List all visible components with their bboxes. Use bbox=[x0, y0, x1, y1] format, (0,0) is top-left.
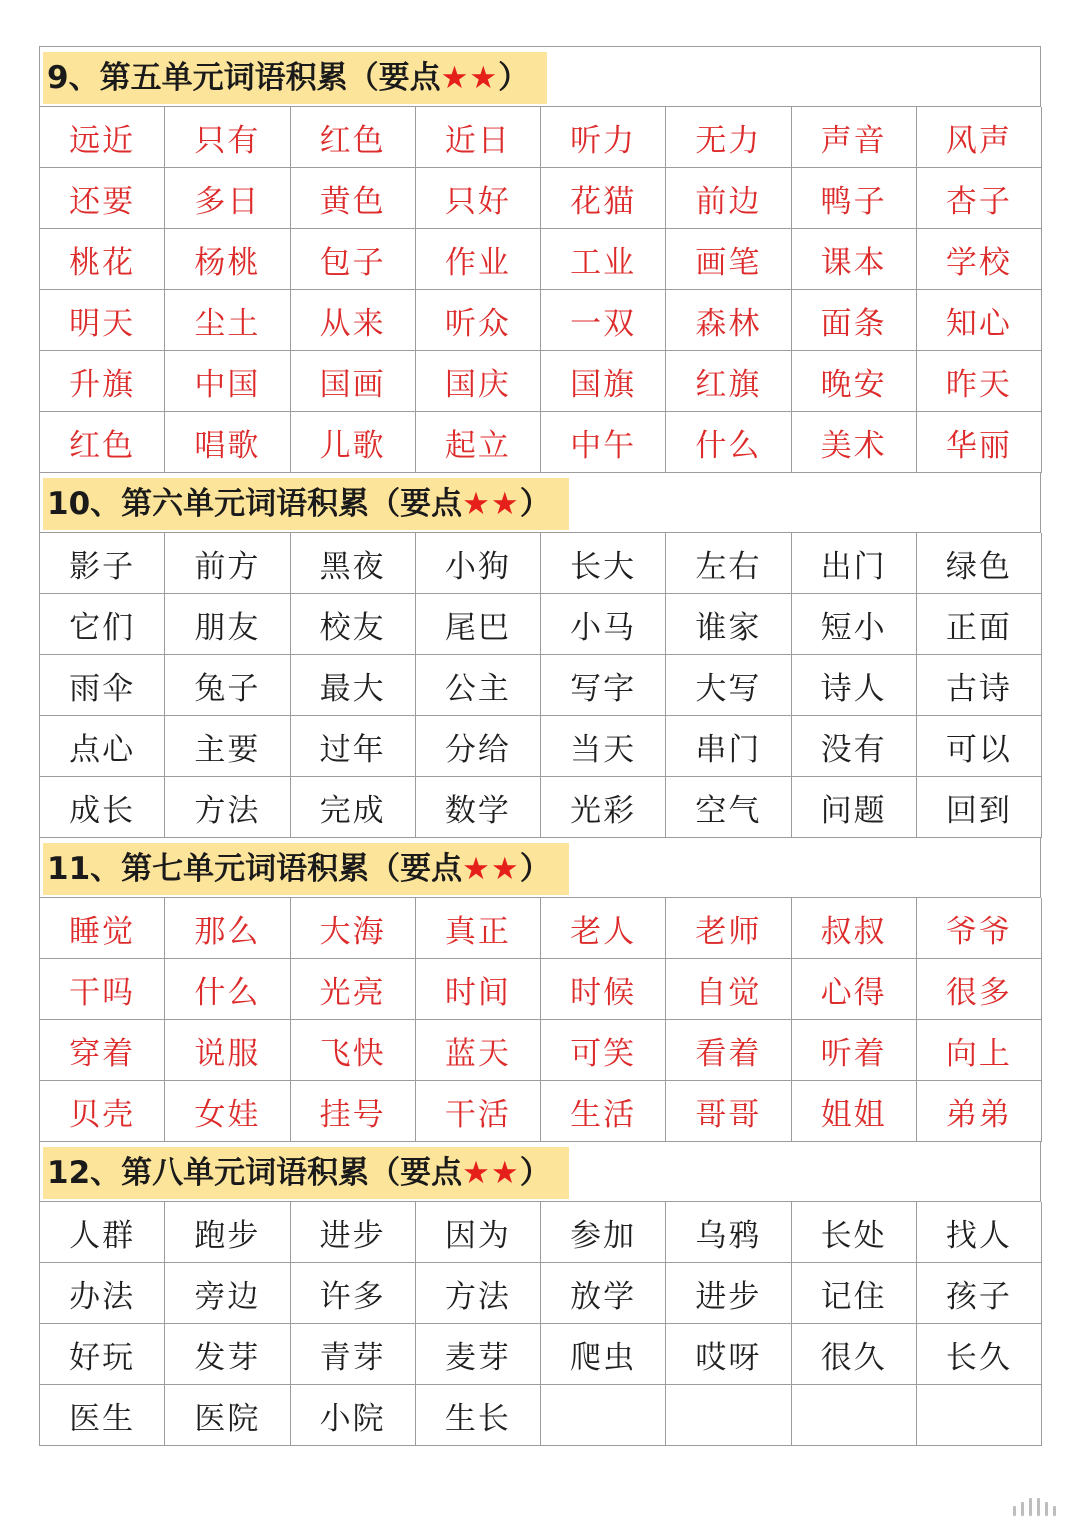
word-cell: 老人 bbox=[541, 898, 666, 959]
word-cell: 姐姐 bbox=[792, 1081, 917, 1142]
word-row bbox=[40, 229, 1041, 290]
word-cell bbox=[541, 1385, 666, 1446]
word-cell: 大写 bbox=[666, 655, 791, 716]
word-cell: 真正 bbox=[416, 898, 541, 959]
word-cell: 从来 bbox=[291, 290, 416, 351]
word-cell: 成长 bbox=[40, 777, 165, 838]
word-cell: 那么 bbox=[165, 898, 290, 959]
star-icon: ★★ bbox=[440, 60, 499, 96]
word-cell: 尾巴 bbox=[416, 594, 541, 655]
word-cell: 进步 bbox=[291, 1202, 416, 1263]
word-cell: 过年 bbox=[291, 716, 416, 777]
section-title-close: ） bbox=[498, 60, 530, 96]
word-cell: 回到 bbox=[917, 777, 1042, 838]
word-cell: 国画 bbox=[291, 351, 416, 412]
word-row bbox=[40, 290, 1041, 351]
word-row bbox=[40, 533, 1041, 594]
section-header-unit8 bbox=[40, 1142, 1041, 1202]
word-cell: 参加 bbox=[541, 1202, 666, 1263]
section-title bbox=[43, 1147, 569, 1199]
word-cell: 麦芽 bbox=[416, 1324, 541, 1385]
word-cell: 人群 bbox=[40, 1202, 165, 1263]
word-cell: 长大 bbox=[541, 533, 666, 594]
word-cell: 绿色 bbox=[917, 533, 1042, 594]
word-cell: 许多 bbox=[291, 1263, 416, 1324]
word-cell: 前边 bbox=[666, 168, 791, 229]
word-cell: 说服 bbox=[165, 1020, 290, 1081]
word-row bbox=[40, 655, 1041, 716]
word-cell: 国旗 bbox=[541, 351, 666, 412]
word-cell: 医院 bbox=[165, 1385, 290, 1446]
word-cell: 时间 bbox=[416, 959, 541, 1020]
word-cell: 诗人 bbox=[792, 655, 917, 716]
word-cell: 穿着 bbox=[40, 1020, 165, 1081]
word-cell: 短小 bbox=[792, 594, 917, 655]
word-cell: 黑夜 bbox=[291, 533, 416, 594]
word-cell: 正面 bbox=[917, 594, 1042, 655]
word-cell: 写字 bbox=[541, 655, 666, 716]
word-cell: 干活 bbox=[416, 1081, 541, 1142]
word-cell: 小马 bbox=[541, 594, 666, 655]
word-cell: 还要 bbox=[40, 168, 165, 229]
word-cell: 左右 bbox=[666, 533, 791, 594]
word-cell: 旁边 bbox=[165, 1263, 290, 1324]
word-cell: 课本 bbox=[792, 229, 917, 290]
word-cell: 数学 bbox=[416, 777, 541, 838]
word-cell: 女娃 bbox=[165, 1081, 290, 1142]
word-cell: 杏子 bbox=[917, 168, 1042, 229]
vocabulary-sheet bbox=[39, 46, 1041, 1446]
word-cell: 完成 bbox=[291, 777, 416, 838]
word-cell: 长处 bbox=[792, 1202, 917, 1263]
word-cell: 蓝天 bbox=[416, 1020, 541, 1081]
word-cell: 花猫 bbox=[541, 168, 666, 229]
word-cell: 进步 bbox=[666, 1263, 791, 1324]
word-cell: 什么 bbox=[666, 412, 791, 473]
section-title bbox=[43, 843, 569, 895]
word-cell: 心得 bbox=[792, 959, 917, 1020]
section-title-text: 9、第五单元词语积累（要点 bbox=[47, 60, 441, 96]
word-cell: 生活 bbox=[541, 1081, 666, 1142]
word-cell: 串门 bbox=[666, 716, 791, 777]
section-header-unit5 bbox=[40, 47, 1041, 107]
word-cell: 听着 bbox=[792, 1020, 917, 1081]
word-cell: 爬虫 bbox=[541, 1324, 666, 1385]
word-cell: 儿歌 bbox=[291, 412, 416, 473]
word-cell: 听力 bbox=[541, 107, 666, 168]
section-title bbox=[43, 478, 569, 530]
word-cell: 方法 bbox=[165, 777, 290, 838]
word-cell: 看着 bbox=[666, 1020, 791, 1081]
word-cell: 时候 bbox=[541, 959, 666, 1020]
word-cell: 方法 bbox=[416, 1263, 541, 1324]
word-cell: 找人 bbox=[917, 1202, 1042, 1263]
word-cell bbox=[792, 1385, 917, 1446]
word-cell: 哥哥 bbox=[666, 1081, 791, 1142]
star-icon: ★★ bbox=[462, 851, 520, 887]
section-header-unit7 bbox=[40, 838, 1041, 898]
word-cell: 孩子 bbox=[917, 1263, 1042, 1324]
word-cell: 唱歌 bbox=[165, 412, 290, 473]
word-cell: 桃花 bbox=[40, 229, 165, 290]
word-cell bbox=[917, 1385, 1042, 1446]
word-cell: 前方 bbox=[165, 533, 290, 594]
word-cell: 影子 bbox=[40, 533, 165, 594]
word-cell: 远近 bbox=[40, 107, 165, 168]
word-cell: 起立 bbox=[416, 412, 541, 473]
word-cell: 昨天 bbox=[917, 351, 1042, 412]
word-cell: 空气 bbox=[666, 777, 791, 838]
word-cell: 很久 bbox=[792, 1324, 917, 1385]
word-cell: 弟弟 bbox=[917, 1081, 1042, 1142]
word-cell: 点心 bbox=[40, 716, 165, 777]
word-cell: 国庆 bbox=[416, 351, 541, 412]
word-cell bbox=[666, 1385, 791, 1446]
word-cell: 雨伞 bbox=[40, 655, 165, 716]
word-cell: 黄色 bbox=[291, 168, 416, 229]
word-cell: 尘土 bbox=[165, 290, 290, 351]
word-cell: 一双 bbox=[541, 290, 666, 351]
word-cell: 中国 bbox=[165, 351, 290, 412]
word-cell: 当天 bbox=[541, 716, 666, 777]
word-cell: 发芽 bbox=[165, 1324, 290, 1385]
word-cell: 知心 bbox=[917, 290, 1042, 351]
word-cell: 可笑 bbox=[541, 1020, 666, 1081]
word-row bbox=[40, 1202, 1041, 1263]
word-row bbox=[40, 594, 1041, 655]
section-title-close: ） bbox=[519, 851, 551, 887]
word-cell: 长久 bbox=[917, 1324, 1042, 1385]
word-cell: 校友 bbox=[291, 594, 416, 655]
word-cell: 贝壳 bbox=[40, 1081, 165, 1142]
word-cell: 鸭子 bbox=[792, 168, 917, 229]
word-cell: 最大 bbox=[291, 655, 416, 716]
star-icon: ★★ bbox=[462, 486, 520, 522]
word-row bbox=[40, 412, 1041, 473]
word-cell: 只好 bbox=[416, 168, 541, 229]
word-cell: 只有 bbox=[165, 107, 290, 168]
word-cell: 好玩 bbox=[40, 1324, 165, 1385]
word-cell: 美术 bbox=[792, 412, 917, 473]
word-cell: 工业 bbox=[541, 229, 666, 290]
word-cell: 自觉 bbox=[666, 959, 791, 1020]
word-row bbox=[40, 1081, 1041, 1142]
word-cell: 风声 bbox=[917, 107, 1042, 168]
word-cell: 主要 bbox=[165, 716, 290, 777]
word-cell: 老师 bbox=[666, 898, 791, 959]
word-cell: 兔子 bbox=[165, 655, 290, 716]
word-cell: 乌鸦 bbox=[666, 1202, 791, 1263]
word-row bbox=[40, 1020, 1041, 1081]
word-cell: 光彩 bbox=[541, 777, 666, 838]
word-row bbox=[40, 1324, 1041, 1385]
word-row bbox=[40, 107, 1041, 168]
word-cell: 爷爷 bbox=[917, 898, 1042, 959]
word-cell: 很多 bbox=[917, 959, 1042, 1020]
word-cell: 多日 bbox=[165, 168, 290, 229]
word-cell: 出门 bbox=[792, 533, 917, 594]
word-cell: 向上 bbox=[917, 1020, 1042, 1081]
word-row bbox=[40, 351, 1041, 412]
word-cell: 小院 bbox=[291, 1385, 416, 1446]
word-cell: 无力 bbox=[666, 107, 791, 168]
word-cell: 包子 bbox=[291, 229, 416, 290]
word-cell: 听众 bbox=[416, 290, 541, 351]
star-icon: ★★ bbox=[462, 1155, 520, 1191]
word-cell: 声音 bbox=[792, 107, 917, 168]
word-row bbox=[40, 1385, 1041, 1446]
word-cell: 放学 bbox=[541, 1263, 666, 1324]
section-title bbox=[43, 52, 547, 104]
section-title-close: ） bbox=[519, 1155, 551, 1191]
word-cell: 朋友 bbox=[165, 594, 290, 655]
word-cell: 中午 bbox=[541, 412, 666, 473]
word-cell: 哎呀 bbox=[666, 1324, 791, 1385]
word-cell: 跑步 bbox=[165, 1202, 290, 1263]
word-row bbox=[40, 959, 1041, 1020]
word-row bbox=[40, 898, 1041, 959]
word-cell: 小狗 bbox=[416, 533, 541, 594]
word-cell: 森林 bbox=[666, 290, 791, 351]
section-title-text: 10、第六单元词语积累（要点 bbox=[47, 486, 463, 522]
word-cell: 办法 bbox=[40, 1263, 165, 1324]
word-cell: 医生 bbox=[40, 1385, 165, 1446]
word-cell: 面条 bbox=[792, 290, 917, 351]
word-cell: 光亮 bbox=[291, 959, 416, 1020]
word-cell: 干吗 bbox=[40, 959, 165, 1020]
watermark-bars-icon bbox=[1013, 1498, 1056, 1516]
word-row bbox=[40, 777, 1041, 838]
word-cell: 近日 bbox=[416, 107, 541, 168]
word-cell: 画笔 bbox=[666, 229, 791, 290]
word-cell: 作业 bbox=[416, 229, 541, 290]
word-cell: 学校 bbox=[917, 229, 1042, 290]
word-cell: 大海 bbox=[291, 898, 416, 959]
word-row bbox=[40, 168, 1041, 229]
word-cell: 明天 bbox=[40, 290, 165, 351]
word-cell: 记住 bbox=[792, 1263, 917, 1324]
word-cell: 红色 bbox=[291, 107, 416, 168]
section-title-text: 12、第八单元词语积累（要点 bbox=[47, 1155, 463, 1191]
word-row bbox=[40, 716, 1041, 777]
word-cell: 升旗 bbox=[40, 351, 165, 412]
word-cell: 青芽 bbox=[291, 1324, 416, 1385]
word-cell: 红旗 bbox=[666, 351, 791, 412]
section-header-unit6 bbox=[40, 473, 1041, 533]
word-cell: 叔叔 bbox=[792, 898, 917, 959]
word-cell: 飞快 bbox=[291, 1020, 416, 1081]
section-title-text: 11、第七单元词语积累（要点 bbox=[47, 851, 463, 887]
word-cell: 生长 bbox=[416, 1385, 541, 1446]
word-cell: 杨桃 bbox=[165, 229, 290, 290]
word-cell: 公主 bbox=[416, 655, 541, 716]
word-cell: 什么 bbox=[165, 959, 290, 1020]
word-cell: 没有 bbox=[792, 716, 917, 777]
word-cell: 因为 bbox=[416, 1202, 541, 1263]
word-cell: 华丽 bbox=[917, 412, 1042, 473]
word-row bbox=[40, 1263, 1041, 1324]
word-cell: 红色 bbox=[40, 412, 165, 473]
word-cell: 问题 bbox=[792, 777, 917, 838]
word-cell: 睡觉 bbox=[40, 898, 165, 959]
word-cell: 它们 bbox=[40, 594, 165, 655]
word-cell: 晚安 bbox=[792, 351, 917, 412]
word-cell: 分给 bbox=[416, 716, 541, 777]
section-title-close: ） bbox=[519, 486, 551, 522]
word-cell: 古诗 bbox=[917, 655, 1042, 716]
word-cell: 可以 bbox=[917, 716, 1042, 777]
word-cell: 谁家 bbox=[666, 594, 791, 655]
word-cell: 挂号 bbox=[291, 1081, 416, 1142]
